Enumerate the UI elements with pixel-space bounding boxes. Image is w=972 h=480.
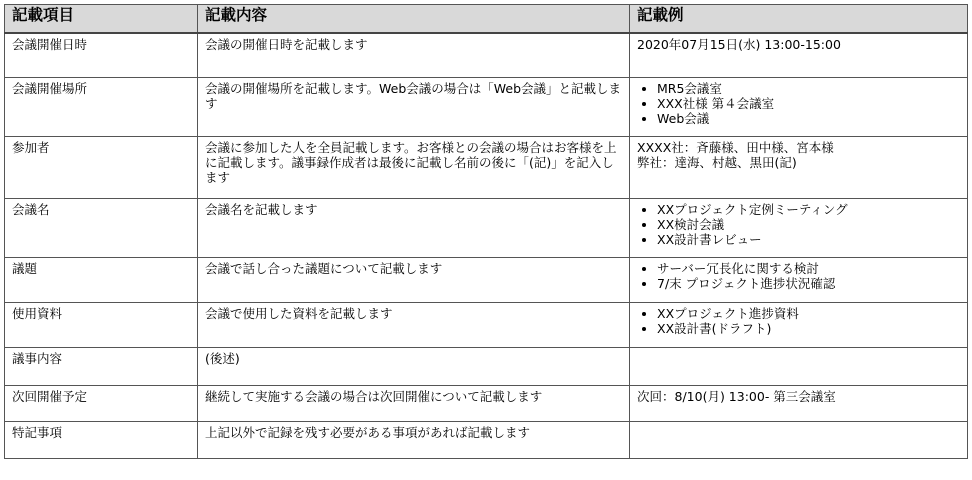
example-list: [637, 306, 960, 336]
header-example: 記載例: [630, 5, 968, 34]
example-list: [637, 81, 960, 126]
example-cell: [630, 257, 968, 302]
example-cell: 次回：8/10(月) 13:00- 第三会議室: [630, 385, 968, 421]
list-item: • 7/末 プロジェクト進捗状況確認: [657, 276, 960, 291]
content-cell: 会議で使用した資料を記載します: [198, 302, 630, 347]
item-cell: 参加者: [5, 136, 198, 198]
example-cell: [630, 77, 968, 136]
table-row: [5, 302, 968, 347]
table-row: [5, 136, 968, 198]
example-cell: [630, 347, 968, 385]
item-cell: 議事内容: [5, 347, 198, 385]
example-cell: [630, 302, 968, 347]
table-row: [5, 421, 968, 458]
example-line: XXXX社：斉藤様、田中様、宮本様: [637, 139, 834, 155]
content-cell: 会議名を記載します: [198, 198, 630, 257]
item-cell: 使用資料: [5, 302, 198, 347]
header-item: 記載項目: [5, 5, 198, 34]
list-item: • XXX社様 第４会議室: [657, 96, 960, 111]
list-item: • XX検討会議: [657, 217, 960, 232]
header-row: [5, 5, 968, 34]
header-content: 記載内容: [198, 5, 630, 34]
item-cell: 会議名: [5, 198, 198, 257]
content-cell: 会議に参加した人を全員記載します。お客様との会議の場合はお客様を上に記載します。議事録作成者は最後に記載し名前の後に「(記)」を記入します: [198, 136, 630, 198]
table-row: [5, 33, 968, 77]
list-item: • XX設計書レビュー: [657, 232, 960, 247]
list-item: • Web会議: [657, 111, 960, 126]
table-row: [5, 385, 968, 421]
example-cell: [630, 136, 968, 198]
table-row: [5, 347, 968, 385]
content-cell: (後述): [198, 347, 630, 385]
item-cell: 特記事項: [5, 421, 198, 458]
table-row: [5, 198, 968, 257]
list-item: • XXプロジェクト進捗資料: [657, 306, 960, 321]
example-cell: [630, 198, 968, 257]
item-cell: 次回開催予定: [5, 385, 198, 421]
example-line: 弊社：達海、村越、黒田(記): [637, 154, 797, 170]
list-item: • MR5会議室: [657, 81, 960, 96]
example-cell: 2020年07月15日(水) 13:00-15:00: [630, 33, 968, 77]
content-cell: 会議の開催場所を記載します。Web会議の場合は「Web会議」と記載します: [198, 77, 630, 136]
example-list: [637, 261, 960, 291]
item-cell: 会議開催場所: [5, 77, 198, 136]
example-list: [637, 202, 960, 247]
table-row: [5, 257, 968, 302]
example-cell: [630, 421, 968, 458]
list-item: • XXプロジェクト定例ミーティング: [657, 202, 960, 217]
list-item: • XX設計書(ドラフト): [657, 321, 960, 336]
content-cell: 会議の開催日時を記載します: [198, 33, 630, 77]
content-cell: 継続して実施する会議の場合は次回開催について記載します: [198, 385, 630, 421]
content-cell: 会議で話し合った議題について記載します: [198, 257, 630, 302]
list-item: • サーバー冗長化に関する検討: [657, 261, 960, 276]
item-cell: 議題: [5, 257, 198, 302]
minutes-guide-table: [4, 4, 968, 459]
table-row: [5, 77, 968, 136]
content-cell: 上記以外で記録を残す必要がある事項があれば記載します: [198, 421, 630, 458]
item-cell: 会議開催日時: [5, 33, 198, 77]
